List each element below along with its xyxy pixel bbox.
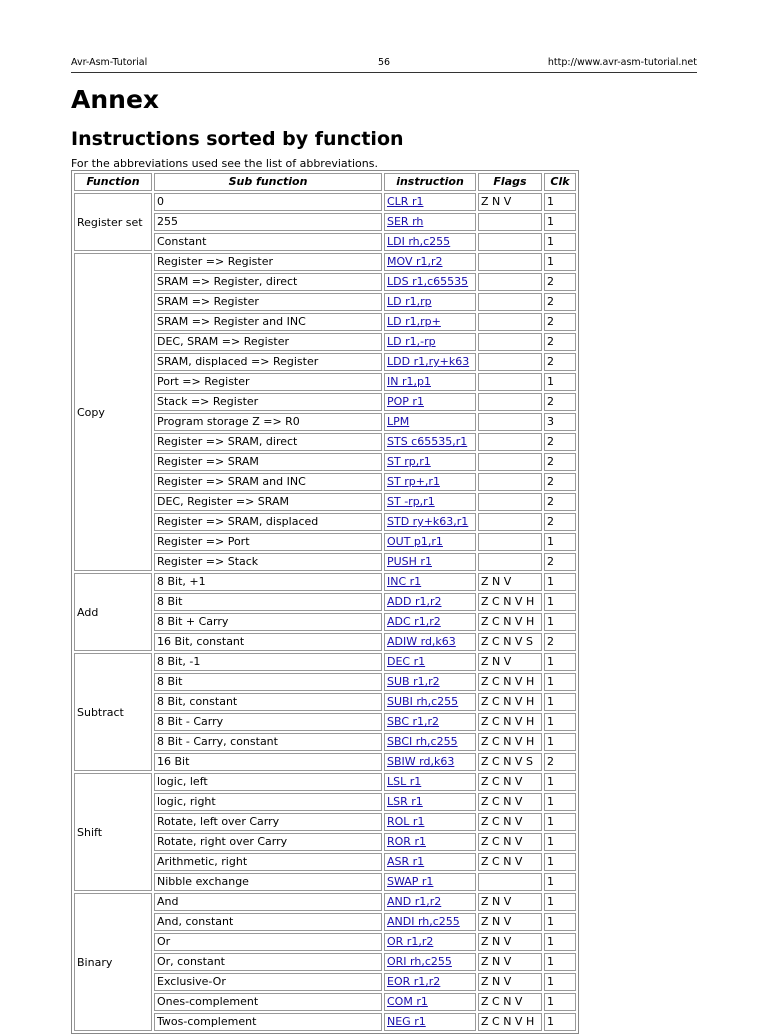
sub-function-cell: Register => SRAM and INC bbox=[154, 473, 382, 491]
flags-cell: Z C N V bbox=[478, 793, 542, 811]
clk-cell: 1 bbox=[544, 613, 576, 631]
sub-function-cell: And, constant bbox=[154, 913, 382, 931]
instruction-link[interactable]: OR r1,r2 bbox=[387, 935, 434, 948]
clk-cell: 1 bbox=[544, 1013, 576, 1031]
flags-cell: Z C N V H bbox=[478, 673, 542, 691]
clk-cell: 1 bbox=[544, 913, 576, 931]
instruction-cell bbox=[384, 433, 476, 451]
flags-cell: Z N V bbox=[478, 953, 542, 971]
table-row bbox=[74, 773, 576, 791]
instruction-link[interactable]: LDD r1,ry+k63 bbox=[387, 355, 470, 368]
clk-cell: 1 bbox=[544, 853, 576, 871]
col-header-instruction: instruction bbox=[384, 173, 476, 191]
clk-cell: 1 bbox=[544, 733, 576, 751]
instruction-link[interactable]: ADD r1,r2 bbox=[387, 595, 442, 608]
sub-function-cell: DEC, SRAM => Register bbox=[154, 333, 382, 351]
flags-cell: Z N V bbox=[478, 893, 542, 911]
flags-cell bbox=[478, 353, 542, 371]
clk-cell: 1 bbox=[544, 673, 576, 691]
flags-cell bbox=[478, 533, 542, 551]
instruction-cell bbox=[384, 953, 476, 971]
sub-function-cell: 16 Bit, constant bbox=[154, 633, 382, 651]
clk-cell: 1 bbox=[544, 873, 576, 891]
sub-function-cell: 8 Bit, constant bbox=[154, 693, 382, 711]
instruction-link[interactable]: IN r1,p1 bbox=[387, 375, 431, 388]
instruction-cell bbox=[384, 553, 476, 571]
flags-cell bbox=[478, 553, 542, 571]
instruction-link[interactable]: STD ry+k63,r1 bbox=[387, 515, 469, 528]
sub-function-cell: Or, constant bbox=[154, 953, 382, 971]
clk-cell: 2 bbox=[544, 353, 576, 371]
instruction-link[interactable]: SER rh bbox=[387, 215, 424, 228]
flags-cell: Z C N V bbox=[478, 833, 542, 851]
clk-cell: 2 bbox=[544, 333, 576, 351]
sub-function-cell: Program storage Z => R0 bbox=[154, 413, 382, 431]
col-header-clk: Clk bbox=[544, 173, 576, 191]
instruction-link[interactable]: CLR r1 bbox=[387, 195, 424, 208]
table-row bbox=[74, 893, 576, 911]
instruction-cell bbox=[384, 613, 476, 631]
clk-cell: 1 bbox=[544, 253, 576, 271]
instruction-cell bbox=[384, 453, 476, 471]
clk-cell: 1 bbox=[544, 973, 576, 991]
instruction-link[interactable]: ROL r1 bbox=[387, 815, 425, 828]
instruction-link[interactable]: ANDI rh,c255 bbox=[387, 915, 460, 928]
clk-cell: 1 bbox=[544, 833, 576, 851]
flags-cell bbox=[478, 293, 542, 311]
sub-function-cell: 16 Bit bbox=[154, 753, 382, 771]
function-group-cell: Add bbox=[74, 573, 152, 651]
instruction-cell bbox=[384, 733, 476, 751]
flags-cell: Z N V bbox=[478, 573, 542, 591]
sub-function-cell: And bbox=[154, 893, 382, 911]
flags-cell bbox=[478, 513, 542, 531]
instruction-link[interactable]: SUB r1,r2 bbox=[387, 675, 440, 688]
sub-function-cell: 8 Bit bbox=[154, 673, 382, 691]
sub-function-cell: Or bbox=[154, 933, 382, 951]
section-title: Instructions sorted by function bbox=[71, 128, 404, 150]
table-body bbox=[74, 193, 576, 1031]
sub-function-cell: Register => SRAM bbox=[154, 453, 382, 471]
header-divider bbox=[71, 72, 697, 73]
instruction-cell bbox=[384, 193, 476, 211]
instruction-cell bbox=[384, 333, 476, 351]
instruction-cell bbox=[384, 353, 476, 371]
sub-function-cell: 8 Bit, -1 bbox=[154, 653, 382, 671]
col-header-flags: Flags bbox=[478, 173, 542, 191]
clk-cell: 2 bbox=[544, 433, 576, 451]
flags-cell bbox=[478, 273, 542, 291]
instruction-link[interactable]: OUT p1,r1 bbox=[387, 535, 443, 548]
instruction-cell bbox=[384, 393, 476, 411]
function-group-cell: Subtract bbox=[74, 653, 152, 771]
flags-cell bbox=[478, 253, 542, 271]
instruction-link[interactable]: LD r1,rp+ bbox=[387, 315, 441, 328]
function-group-cell: Copy bbox=[74, 253, 152, 571]
instruction-cell bbox=[384, 573, 476, 591]
instruction-cell bbox=[384, 993, 476, 1011]
header-book-title: Avr-Asm-Tutorial bbox=[71, 57, 148, 68]
clk-cell: 1 bbox=[544, 193, 576, 211]
flags-cell bbox=[478, 333, 542, 351]
clk-cell: 1 bbox=[544, 893, 576, 911]
clk-cell: 1 bbox=[544, 233, 576, 251]
sub-function-cell: Register => SRAM, displaced bbox=[154, 513, 382, 531]
flags-cell bbox=[478, 453, 542, 471]
instruction-cell bbox=[384, 673, 476, 691]
instruction-link[interactable]: INC r1 bbox=[387, 575, 422, 588]
sub-function-cell: 0 bbox=[154, 193, 382, 211]
clk-cell: 1 bbox=[544, 793, 576, 811]
flags-cell: Z C N V H bbox=[478, 693, 542, 711]
instruction-cell bbox=[384, 293, 476, 311]
instruction-cell bbox=[384, 533, 476, 551]
sub-function-cell: 8 Bit bbox=[154, 593, 382, 611]
instruction-cell bbox=[384, 233, 476, 251]
instruction-link[interactable]: DEC r1 bbox=[387, 655, 426, 668]
flags-cell bbox=[478, 393, 542, 411]
instruction-link[interactable]: ST rp+,r1 bbox=[387, 475, 440, 488]
instruction-link[interactable]: LDI rh,c255 bbox=[387, 235, 451, 248]
instruction-link[interactable]: SBC r1,r2 bbox=[387, 715, 440, 728]
instruction-cell bbox=[384, 413, 476, 431]
clk-cell: 3 bbox=[544, 413, 576, 431]
clk-cell: 1 bbox=[544, 213, 576, 231]
sub-function-cell: Register => SRAM, direct bbox=[154, 433, 382, 451]
clk-cell: 1 bbox=[544, 533, 576, 551]
instruction-cell bbox=[384, 253, 476, 271]
sub-function-cell: DEC, Register => SRAM bbox=[154, 493, 382, 511]
instruction-cell bbox=[384, 693, 476, 711]
instruction-cell bbox=[384, 633, 476, 651]
instruction-cell bbox=[384, 753, 476, 771]
clk-cell: 2 bbox=[544, 393, 576, 411]
flags-cell: Z C N V H bbox=[478, 713, 542, 731]
function-group-cell: Shift bbox=[74, 773, 152, 891]
flags-cell bbox=[478, 213, 542, 231]
flags-cell: Z C N V bbox=[478, 813, 542, 831]
instruction-link[interactable]: SBCI rh,c255 bbox=[387, 735, 458, 748]
function-group-cell: Register set bbox=[74, 193, 152, 251]
clk-cell: 2 bbox=[544, 633, 576, 651]
sub-function-cell: Stack => Register bbox=[154, 393, 382, 411]
clk-cell: 1 bbox=[544, 573, 576, 591]
sub-function-cell: Register => Register bbox=[154, 253, 382, 271]
flags-cell: Z N V bbox=[478, 973, 542, 991]
instruction-cell bbox=[384, 213, 476, 231]
page-title: Annex bbox=[71, 85, 160, 114]
instruction-link[interactable]: ASR r1 bbox=[387, 855, 425, 868]
instruction-link[interactable]: PUSH r1 bbox=[387, 555, 432, 568]
flags-cell: Z C N V bbox=[478, 853, 542, 871]
sub-function-cell: Register => Port bbox=[154, 533, 382, 551]
col-header-function: Function bbox=[74, 173, 152, 191]
table-row bbox=[74, 193, 576, 211]
instruction-link[interactable]: ST rp,r1 bbox=[387, 455, 431, 468]
instruction-cell bbox=[384, 513, 476, 531]
sub-function-cell: Nibble exchange bbox=[154, 873, 382, 891]
instruction-link[interactable]: LPM bbox=[387, 415, 410, 428]
flags-cell: Z N V bbox=[478, 933, 542, 951]
instruction-link[interactable]: POP r1 bbox=[387, 395, 424, 408]
instruction-link[interactable]: ROR r1 bbox=[387, 835, 426, 848]
instruction-link[interactable]: EOR r1,r2 bbox=[387, 975, 441, 988]
sub-function-cell: 8 Bit - Carry bbox=[154, 713, 382, 731]
instruction-cell bbox=[384, 1013, 476, 1031]
sub-function-cell: SRAM => Register bbox=[154, 293, 382, 311]
instruction-link[interactable]: SWAP r1 bbox=[387, 875, 434, 888]
sub-function-cell: 255 bbox=[154, 213, 382, 231]
instruction-link[interactable]: LSL r1 bbox=[387, 775, 422, 788]
header-url[interactable]: http://www.avr-asm-tutorial.net bbox=[547, 57, 697, 68]
clk-cell: 1 bbox=[544, 713, 576, 731]
table-header-row bbox=[74, 173, 576, 191]
clk-cell: 1 bbox=[544, 693, 576, 711]
instruction-link[interactable]: LD r1,rp bbox=[387, 295, 432, 308]
intro-text: For the abbreviations used see the list of abbreviations. bbox=[71, 157, 378, 170]
sub-function-cell: logic, right bbox=[154, 793, 382, 811]
clk-cell: 1 bbox=[544, 773, 576, 791]
instruction-cell bbox=[384, 793, 476, 811]
sub-function-cell: SRAM => Register and INC bbox=[154, 313, 382, 331]
instruction-cell bbox=[384, 873, 476, 891]
instruction-cell bbox=[384, 933, 476, 951]
clk-cell: 2 bbox=[544, 553, 576, 571]
flags-cell: Z C N V bbox=[478, 773, 542, 791]
sub-function-cell: Register => Stack bbox=[154, 553, 382, 571]
page-header bbox=[71, 56, 697, 70]
flags-cell: Z C N V S bbox=[478, 633, 542, 651]
table-row bbox=[74, 573, 576, 591]
sub-function-cell: 8 Bit - Carry, constant bbox=[154, 733, 382, 751]
sub-function-cell: 8 Bit + Carry bbox=[154, 613, 382, 631]
flags-cell bbox=[478, 373, 542, 391]
instruction-cell bbox=[384, 593, 476, 611]
sub-function-cell: Rotate, left over Carry bbox=[154, 813, 382, 831]
flags-cell: Z C N V H bbox=[478, 733, 542, 751]
instruction-cell bbox=[384, 713, 476, 731]
clk-cell: 1 bbox=[544, 653, 576, 671]
flags-cell bbox=[478, 233, 542, 251]
sub-function-cell: Port => Register bbox=[154, 373, 382, 391]
flags-cell: Z C N V bbox=[478, 993, 542, 1011]
instruction-link[interactable]: COM r1 bbox=[387, 995, 428, 1008]
sub-function-cell: Arithmetic, right bbox=[154, 853, 382, 871]
clk-cell: 1 bbox=[544, 593, 576, 611]
instruction-link[interactable]: ORI rh,c255 bbox=[387, 955, 452, 968]
clk-cell: 2 bbox=[544, 753, 576, 771]
clk-cell: 2 bbox=[544, 473, 576, 491]
instruction-link[interactable]: SBIW rd,k63 bbox=[387, 755, 455, 768]
clk-cell: 2 bbox=[544, 493, 576, 511]
flags-cell bbox=[478, 473, 542, 491]
clk-cell: 2 bbox=[544, 293, 576, 311]
instruction-link[interactable]: ADC r1,r2 bbox=[387, 615, 441, 628]
instruction-cell bbox=[384, 973, 476, 991]
instruction-link[interactable]: ST -rp,r1 bbox=[387, 495, 435, 508]
instruction-link[interactable]: MOV r1,r2 bbox=[387, 255, 443, 268]
instruction-cell bbox=[384, 473, 476, 491]
instruction-link[interactable]: NEG r1 bbox=[387, 1015, 426, 1028]
clk-cell: 1 bbox=[544, 953, 576, 971]
flags-cell: Z N V bbox=[478, 653, 542, 671]
sub-function-cell: SRAM => Register, direct bbox=[154, 273, 382, 291]
instruction-cell bbox=[384, 313, 476, 331]
sub-function-cell: 8 Bit, +1 bbox=[154, 573, 382, 591]
clk-cell: 1 bbox=[544, 933, 576, 951]
flags-cell bbox=[478, 433, 542, 451]
flags-cell: Z N V bbox=[478, 913, 542, 931]
clk-cell: 2 bbox=[544, 513, 576, 531]
instruction-cell bbox=[384, 853, 476, 871]
sub-function-cell: SRAM, displaced => Register bbox=[154, 353, 382, 371]
flags-cell: Z N V bbox=[478, 193, 542, 211]
sub-function-cell: Constant bbox=[154, 233, 382, 251]
instruction-link[interactable]: AND r1,r2 bbox=[387, 895, 442, 908]
flags-cell bbox=[478, 493, 542, 511]
sub-function-cell: Rotate, right over Carry bbox=[154, 833, 382, 851]
clk-cell: 1 bbox=[544, 813, 576, 831]
instruction-cell bbox=[384, 373, 476, 391]
instruction-link[interactable]: LD r1,-rp bbox=[387, 335, 436, 348]
flags-cell: Z C N V H bbox=[478, 593, 542, 611]
flags-cell bbox=[478, 873, 542, 891]
flags-cell: Z C N V H bbox=[478, 613, 542, 631]
instruction-link[interactable]: STS c65535,r1 bbox=[387, 435, 468, 448]
sub-function-cell: Exclusive-Or bbox=[154, 973, 382, 991]
instruction-link[interactable]: ADIW rd,k63 bbox=[387, 635, 456, 648]
instruction-cell bbox=[384, 893, 476, 911]
instruction-cell bbox=[384, 833, 476, 851]
table-row bbox=[74, 253, 576, 271]
header-page-number: 56 bbox=[377, 57, 391, 68]
sub-function-cell: Twos-complement bbox=[154, 1013, 382, 1031]
instruction-link[interactable]: LSR r1 bbox=[387, 795, 423, 808]
instruction-cell bbox=[384, 653, 476, 671]
flags-cell: Z C N V S bbox=[478, 753, 542, 771]
sub-function-cell: logic, left bbox=[154, 773, 382, 791]
clk-cell: 1 bbox=[544, 993, 576, 1011]
instruction-link[interactable]: LDS r1,c65535 bbox=[387, 275, 469, 288]
clk-cell: 2 bbox=[544, 273, 576, 291]
flags-cell bbox=[478, 413, 542, 431]
clk-cell: 1 bbox=[544, 373, 576, 391]
table-row bbox=[74, 653, 576, 671]
col-header-sub-function: Sub function bbox=[154, 173, 382, 191]
instruction-cell bbox=[384, 493, 476, 511]
instruction-cell bbox=[384, 913, 476, 931]
instructions-table bbox=[71, 170, 579, 1034]
clk-cell: 2 bbox=[544, 453, 576, 471]
sub-function-cell: Ones-complement bbox=[154, 993, 382, 1011]
instruction-link[interactable]: SUBI rh,c255 bbox=[387, 695, 459, 708]
instruction-cell bbox=[384, 773, 476, 791]
flags-cell: Z C N V H bbox=[478, 1013, 542, 1031]
clk-cell: 2 bbox=[544, 313, 576, 331]
function-group-cell: Binary bbox=[74, 893, 152, 1031]
instruction-cell bbox=[384, 273, 476, 291]
flags-cell bbox=[478, 313, 542, 331]
instruction-cell bbox=[384, 813, 476, 831]
